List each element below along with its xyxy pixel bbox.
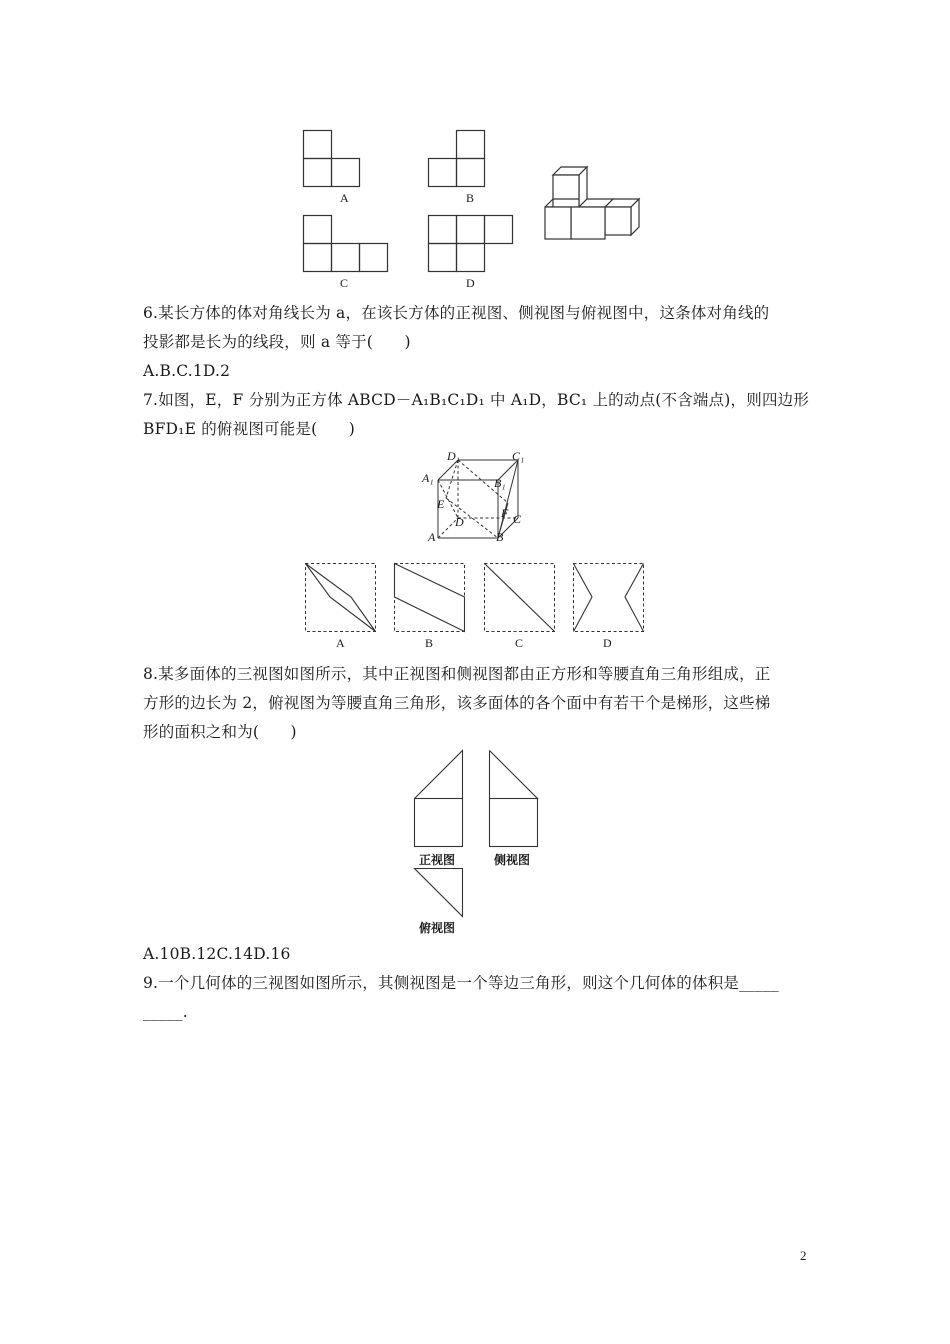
q7-label-b1: B₁ — [494, 476, 506, 490]
q8-line3: 形的面积之和为( ) — [143, 723, 297, 741]
q5-label-d: D — [466, 276, 475, 290]
q6-line2: 投影都是长为的线段，则 a 等于( ) — [143, 333, 411, 351]
q8-side-view — [489, 750, 539, 850]
q8-line1: 8.某多面体的三视图如图所示，其中正视图和侧视图都由正方形和等腰直角三角形组成，正 — [143, 665, 771, 683]
q8-options: A.10B.12C.14D.16 — [143, 945, 291, 963]
q7-option-b-label: B — [425, 636, 434, 650]
q7-label-e: E — [437, 497, 445, 511]
q5-solid-figure — [543, 165, 653, 245]
q5-label-c: C — [340, 276, 349, 290]
q7-option-c-label: C — [515, 636, 524, 650]
q9-line2: _____. — [143, 1003, 188, 1021]
q7-option-a-label: A — [336, 636, 345, 650]
q7-option-b-figure — [394, 563, 466, 633]
q8-side-view-label: 侧视图 — [494, 853, 531, 867]
q7-option-d-label: D — [603, 636, 612, 650]
q7-option-c-figure — [484, 563, 556, 633]
q7-label-a: A — [428, 530, 436, 544]
q5-option-b-figure — [428, 130, 488, 190]
q7-label-d: D — [455, 515, 464, 529]
q8-top-view-label: 俯视图 — [419, 921, 456, 935]
q6-line1: 6.某长方体的体对角线长为 a，在该长方体的正视图、侧视图与俯视图中，这条体对角线的 — [143, 304, 770, 322]
q9-line1: 9.一个几何体的三视图如图所示，其侧视图是一个等边三角形，则这个几何体的体积是_____ — [143, 974, 779, 992]
q7-label-d1: D₁ — [447, 449, 460, 463]
q8-line2: 方形的边长为 2，俯视图为等腰直角三角形，该多面体的各个面中有若干个是梯形，这些梯 — [143, 694, 771, 712]
q8-front-view-label: 正视图 — [419, 853, 456, 867]
q7-label-c1: C₁ — [512, 449, 525, 463]
q7-option-a-figure — [305, 563, 377, 633]
q5-option-d-figure — [428, 215, 518, 275]
q7-label-b: B — [496, 530, 504, 544]
q8-front-view — [414, 750, 464, 850]
q5-label-a: A — [340, 191, 349, 205]
q5-option-a-figure — [303, 130, 363, 190]
q7-option-d-figure — [573, 563, 645, 633]
q7-label-a1: A₁ — [422, 471, 434, 485]
q7-line1: 7.如图，E，F 分别为正方体 ABCD－A₁B₁C₁D₁ 中 A₁D，BC₁ 上的动点(不含端点)，则四边形 — [143, 391, 810, 409]
q7-label-c: C — [513, 512, 522, 526]
q5-label-b: B — [466, 191, 475, 205]
page-number: 2 — [800, 1248, 807, 1263]
q6-options: A.B.C.1D.2 — [143, 362, 231, 380]
q5-option-c-figure — [303, 215, 393, 275]
q8-top-view — [414, 868, 464, 918]
q7-line2: BFD₁E 的俯视图可能是( ) — [143, 420, 356, 438]
q7-label-f: F — [501, 506, 509, 520]
